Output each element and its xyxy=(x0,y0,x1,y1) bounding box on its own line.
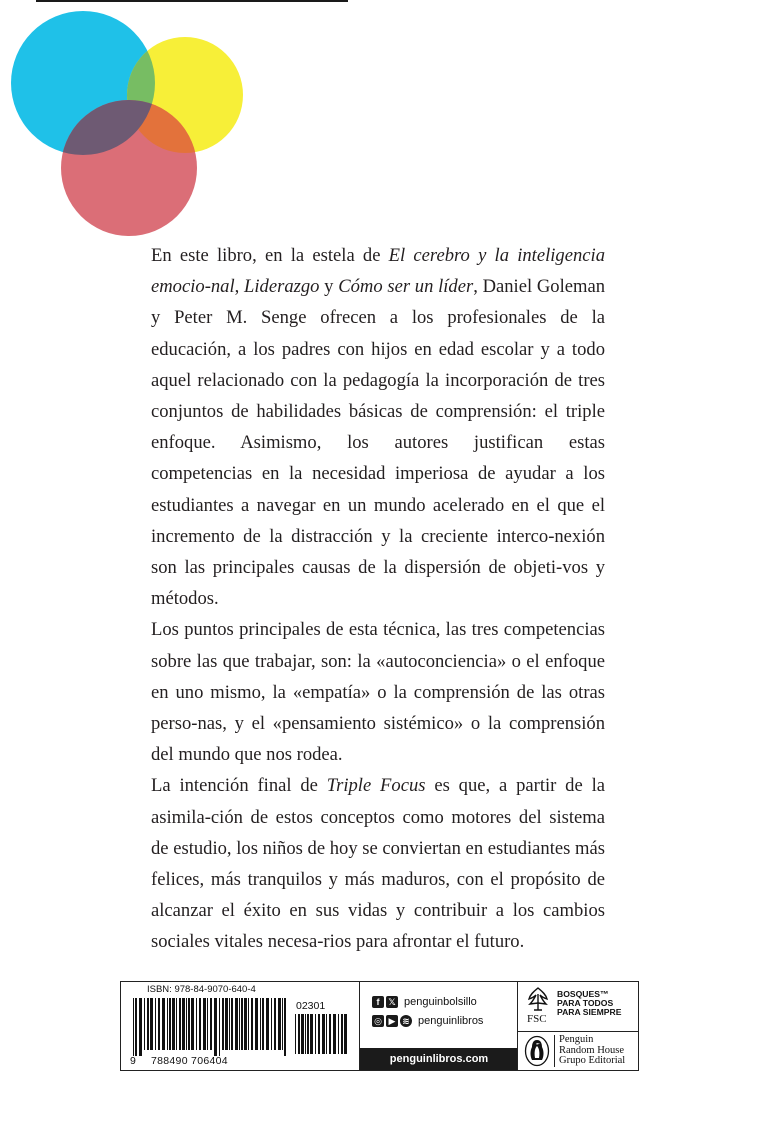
barcode-bar xyxy=(229,998,230,1050)
blurb-paragraph-3: La intención final de Triple Focus es que, a partir de la asimila-ción de estos conceptos como motores del sistema de estudio, los niños de hoy se conviertan en estudiantes más felices, más tranquilos y más maduros, con el propósito de alcanzar el éxito en sus vidas y contribuir a los cambios sociales vitales necesa-rios para afrontar el futuro. xyxy=(151,775,605,953)
book-title: El cerebro y la inteligencia emocio-nal xyxy=(151,245,605,298)
barcode-bar xyxy=(338,1014,339,1054)
barcode-bar xyxy=(266,998,269,1050)
blurb-paragraph-1: En este libro, en la estela de El cerebro y la inteligencia emocio-nal, Liderazgo y Cómo ser un líder, Daniel Goleman y Peter M. Senge ofrecen a los profesionales de la educación, a los padres con hijos en edad escolar y a todo aquel relacionado con la pedagogía la incorporación de tres conjuntos de habilidades básicas de comprensión: el triple enfoque. Asimismo, los autores justifican estas competencias en la necesidad imperiosa de ayudar a los estudiantes a navegar en un mundo acelerado en el que el incremento de la distracción y la creciente interco-nexión son las principales causas de la dispersión de objeti-vos y métodos. xyxy=(151,245,606,610)
book-title: Cómo ser un líder xyxy=(338,276,474,298)
barcode-bar xyxy=(307,1014,309,1054)
isbn-label: ISBN: 978-84-9070-640-4 xyxy=(147,984,256,995)
addon-barcode xyxy=(293,1014,349,1056)
barcode-bar xyxy=(305,1014,306,1054)
barcode-bar xyxy=(344,1014,347,1054)
barcode-bar xyxy=(241,998,243,1050)
fsc-tree-icon xyxy=(525,986,551,1012)
barcode-bar xyxy=(326,1014,327,1054)
barcode-bar xyxy=(210,998,212,1050)
barcode-bar xyxy=(298,1014,300,1054)
barcode-bar xyxy=(322,1014,325,1054)
publisher-name: Penguin Random House Grupo Editorial xyxy=(554,1035,625,1067)
barcode-section xyxy=(121,982,359,1070)
book-title: Triple Focus xyxy=(326,775,426,797)
barcode-bar xyxy=(162,998,165,1050)
ean-barcode xyxy=(131,998,289,1056)
barcode-bar xyxy=(186,998,187,1050)
barcode-bar xyxy=(235,998,238,1050)
footer-info-box xyxy=(120,981,639,1071)
x-icon[interactable]: 𝕏 xyxy=(386,996,398,1008)
spotify-icon[interactable]: ≋ xyxy=(400,1015,412,1027)
barcode-bar xyxy=(169,998,171,1050)
social-row-bolsillo xyxy=(372,996,477,1008)
barcode-bar xyxy=(244,998,247,1050)
blurb-paragraph-2: Los puntos principales de esta técnica, las tres competencias sobre las que trabajar, son: la «autoconciencia» o el enfoque en uno mismo, la «empatía» o la comprensión de las otras perso-nas, y el «pensamiento sistémico» o la comprensión del mundo que nos rodea. xyxy=(151,619,605,766)
barcode-bar xyxy=(176,998,177,1050)
barcode-bar xyxy=(260,998,261,1050)
barcode-bar xyxy=(150,998,153,1050)
price-code: 02301 xyxy=(296,1000,326,1012)
barcode-bar xyxy=(231,998,233,1050)
social-handle-bolsillo[interactable]: penguinbolsillo xyxy=(404,996,477,1008)
barcode-bar xyxy=(207,998,208,1050)
youtube-icon[interactable]: ▶ xyxy=(386,1015,398,1027)
fsc-block xyxy=(518,982,639,1032)
barcode-bar xyxy=(155,998,156,1050)
barcode-bar xyxy=(284,998,286,1056)
barcode-bar xyxy=(172,998,175,1050)
penguin-logo-icon xyxy=(524,1035,550,1067)
barcode-bar xyxy=(341,1014,343,1054)
barcode-bar xyxy=(214,998,217,1056)
barcode-bar xyxy=(179,998,181,1050)
barcode-bar xyxy=(251,998,253,1050)
barcode-bar xyxy=(262,998,264,1050)
barcode-bar xyxy=(135,998,137,1056)
publisher-block xyxy=(518,1031,639,1071)
instagram-icon[interactable]: ◎ xyxy=(372,1015,384,1027)
ean-first-digit: 9 xyxy=(130,1055,136,1067)
barcode-bar xyxy=(188,998,190,1050)
barcode-bar xyxy=(239,998,240,1050)
back-cover-blurb xyxy=(151,240,605,958)
barcode-bar xyxy=(222,998,224,1050)
barcode-bar xyxy=(295,1014,296,1054)
barcode-bar xyxy=(333,1014,336,1054)
barcode-bar xyxy=(278,998,281,1050)
barcode-bar xyxy=(301,1014,304,1054)
barcode-bar xyxy=(225,998,228,1050)
barcode-bar xyxy=(144,998,145,1050)
barcode-bar xyxy=(182,998,185,1050)
barcode-bar xyxy=(199,998,201,1050)
barcode-bar xyxy=(315,1014,316,1054)
fsc-slogan: BOSQUES™ PARA TODOS PARA SIEMPRE xyxy=(557,989,622,1017)
barcode-bar xyxy=(139,998,142,1056)
barcode-bar xyxy=(203,998,206,1050)
barcode-bar xyxy=(248,998,249,1050)
barcode-bar xyxy=(147,998,149,1050)
social-section xyxy=(359,982,518,1070)
barcode-bar xyxy=(255,998,258,1050)
website-link[interactable]: penguinlibros.com xyxy=(360,1048,518,1070)
barcode-bar xyxy=(219,998,220,1056)
social-handle-libros[interactable]: penguinlibros xyxy=(418,1015,484,1027)
barcode-bar xyxy=(282,998,283,1050)
ean-digits: 788490 706404 xyxy=(151,1055,228,1067)
barcode-bar xyxy=(318,1014,320,1054)
barcode-bar xyxy=(191,998,194,1050)
social-row-libros xyxy=(372,1015,483,1027)
facebook-icon[interactable]: f xyxy=(372,996,384,1008)
certification-section xyxy=(517,982,639,1070)
overlapping-circles-graphic xyxy=(0,0,260,250)
fsc-label: FSC xyxy=(527,1013,547,1025)
barcode-bar xyxy=(158,998,160,1050)
barcode-bar xyxy=(167,998,168,1050)
barcode-bar xyxy=(329,1014,331,1054)
barcode-bar xyxy=(271,998,272,1050)
barcode-bar xyxy=(133,998,134,1056)
book-title: Liderazgo xyxy=(244,276,320,298)
barcode-bar xyxy=(310,1014,313,1054)
barcode-bar xyxy=(196,998,197,1050)
barcode-bar xyxy=(274,998,276,1050)
